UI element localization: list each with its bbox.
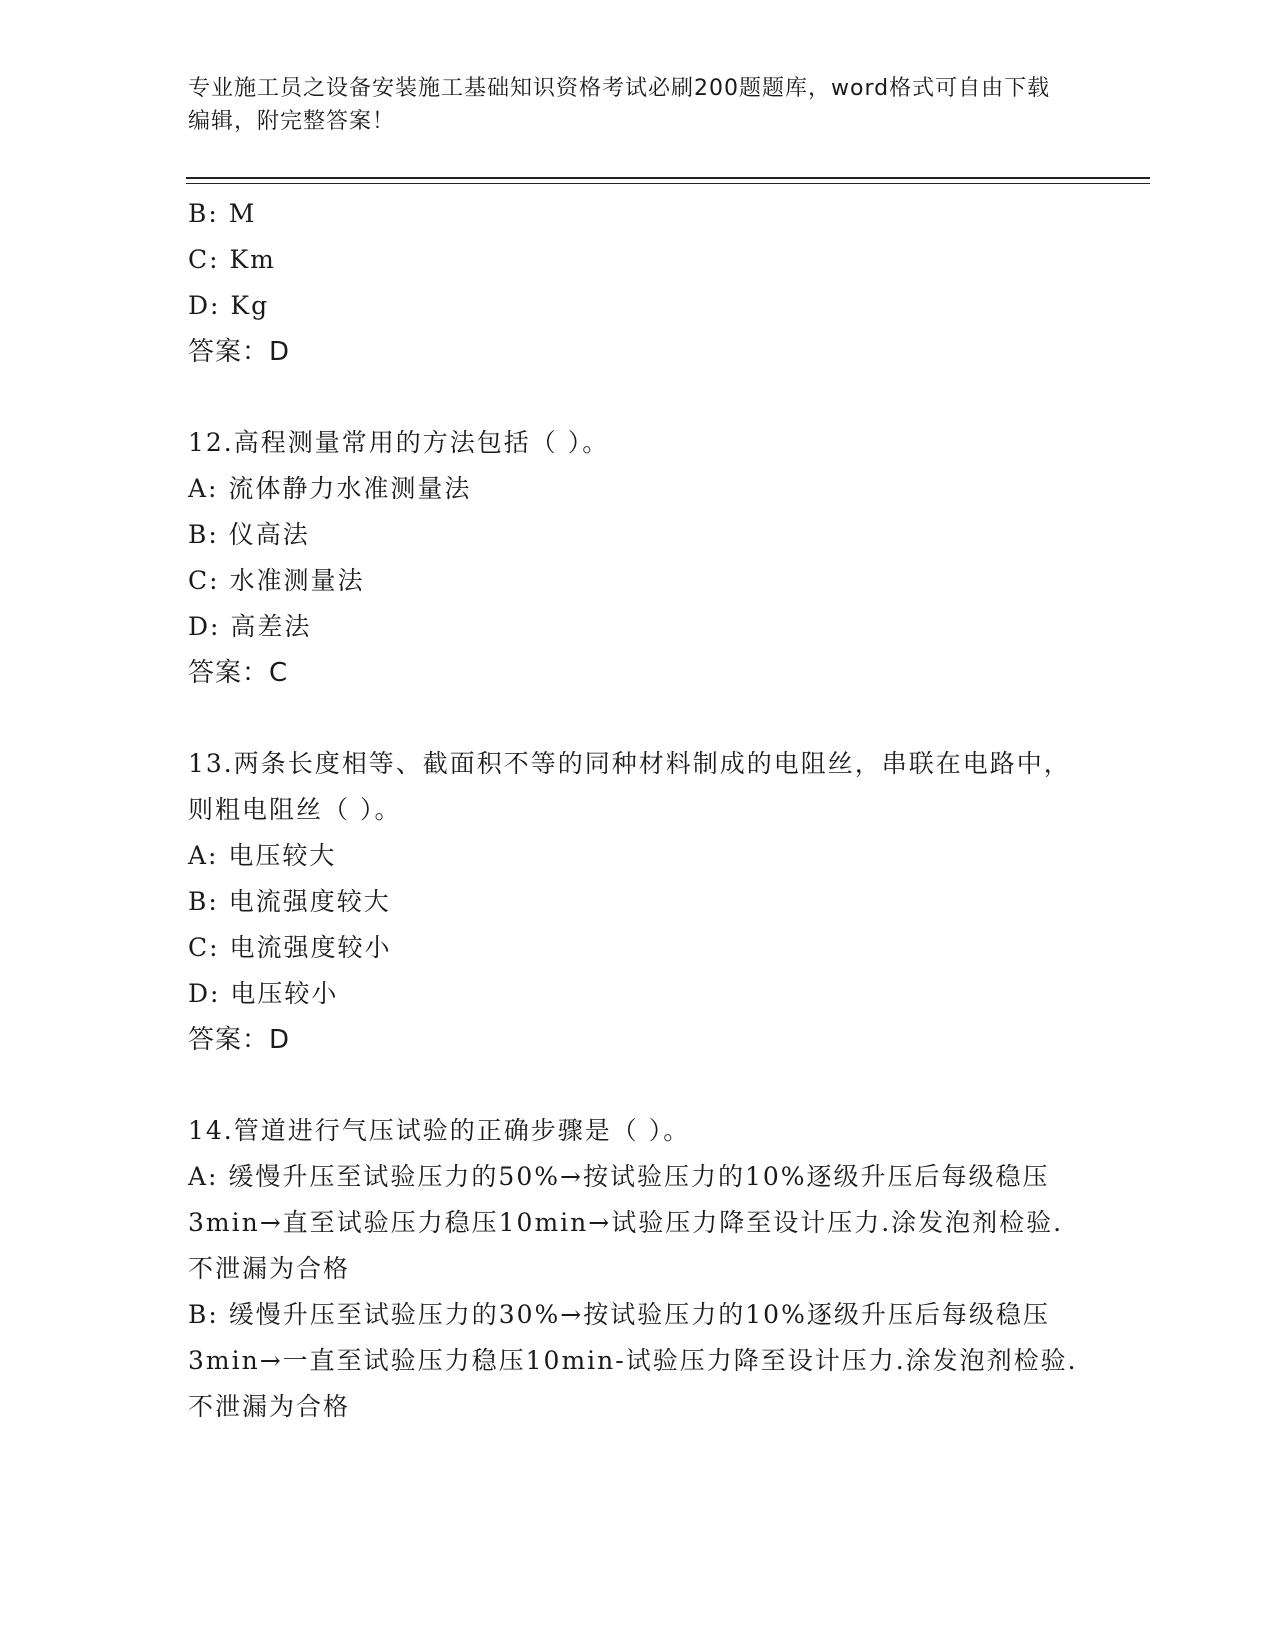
document-header [188,72,1068,138]
answer: 答案：C [188,658,289,688]
option-b: B: 仪高法 [188,520,310,549]
spacer [188,696,1088,741]
option-c: C: 水准测量法 [188,566,365,595]
option-d: D: 高差法 [188,612,312,641]
question-stem: 13.两条长度相等、截面积不等的同种材料制成的电阻丝，串联在电路中，则粗电阻丝（ ）。 [188,749,1071,824]
question-stem: 14.管道进行气压试验的正确步骤是（ ）。 [188,1116,691,1145]
answer: 答案：D [188,1025,291,1055]
option-d: D: 电压较小 [188,979,339,1008]
question-14 [188,1108,1088,1430]
option-a: A: 流体静力水准测量法 [188,474,472,503]
header-divider-thin [186,183,1150,184]
option-b: B: M [188,199,257,228]
option-c: C: Km [188,245,276,274]
option-c: C: 电流强度较小 [188,933,392,962]
question-12 [188,420,1088,696]
question-11 [188,191,1088,375]
spacer [188,1063,1088,1108]
question-stem: 12.高程测量常用的方法包括（ ）。 [188,428,610,457]
option-d: D: Kg [188,291,270,320]
option-b: B: 电流强度较大 [188,887,391,916]
option-b: B: 缓慢升压至试验压力的30%→按试验压力的10%逐级升压后每级稳压3min→一直至试验压力稳压10min-试验压力降至设计压力.涂发泡剂检验.不泄漏为合格 [188,1300,1078,1421]
answer: 答案：D [188,337,291,367]
header-divider-thick [186,177,1150,179]
option-a: A: 缓慢升压至试验压力的50%→按试验压力的10%逐级升压后每级稳压3min→直至试验压力稳压10min→试验压力降至设计压力.涂发泡剂检验.不泄漏为合格 [188,1162,1064,1283]
document-title: 专业施工员之设备安装施工基础知识资格考试必刷200题题库，word格式可自由下载编辑，附完整答案！ [188,76,1051,134]
option-a: A: 电压较大 [188,841,337,870]
question-13 [188,741,1088,1063]
spacer [188,375,1088,420]
question-content [188,191,1088,1430]
